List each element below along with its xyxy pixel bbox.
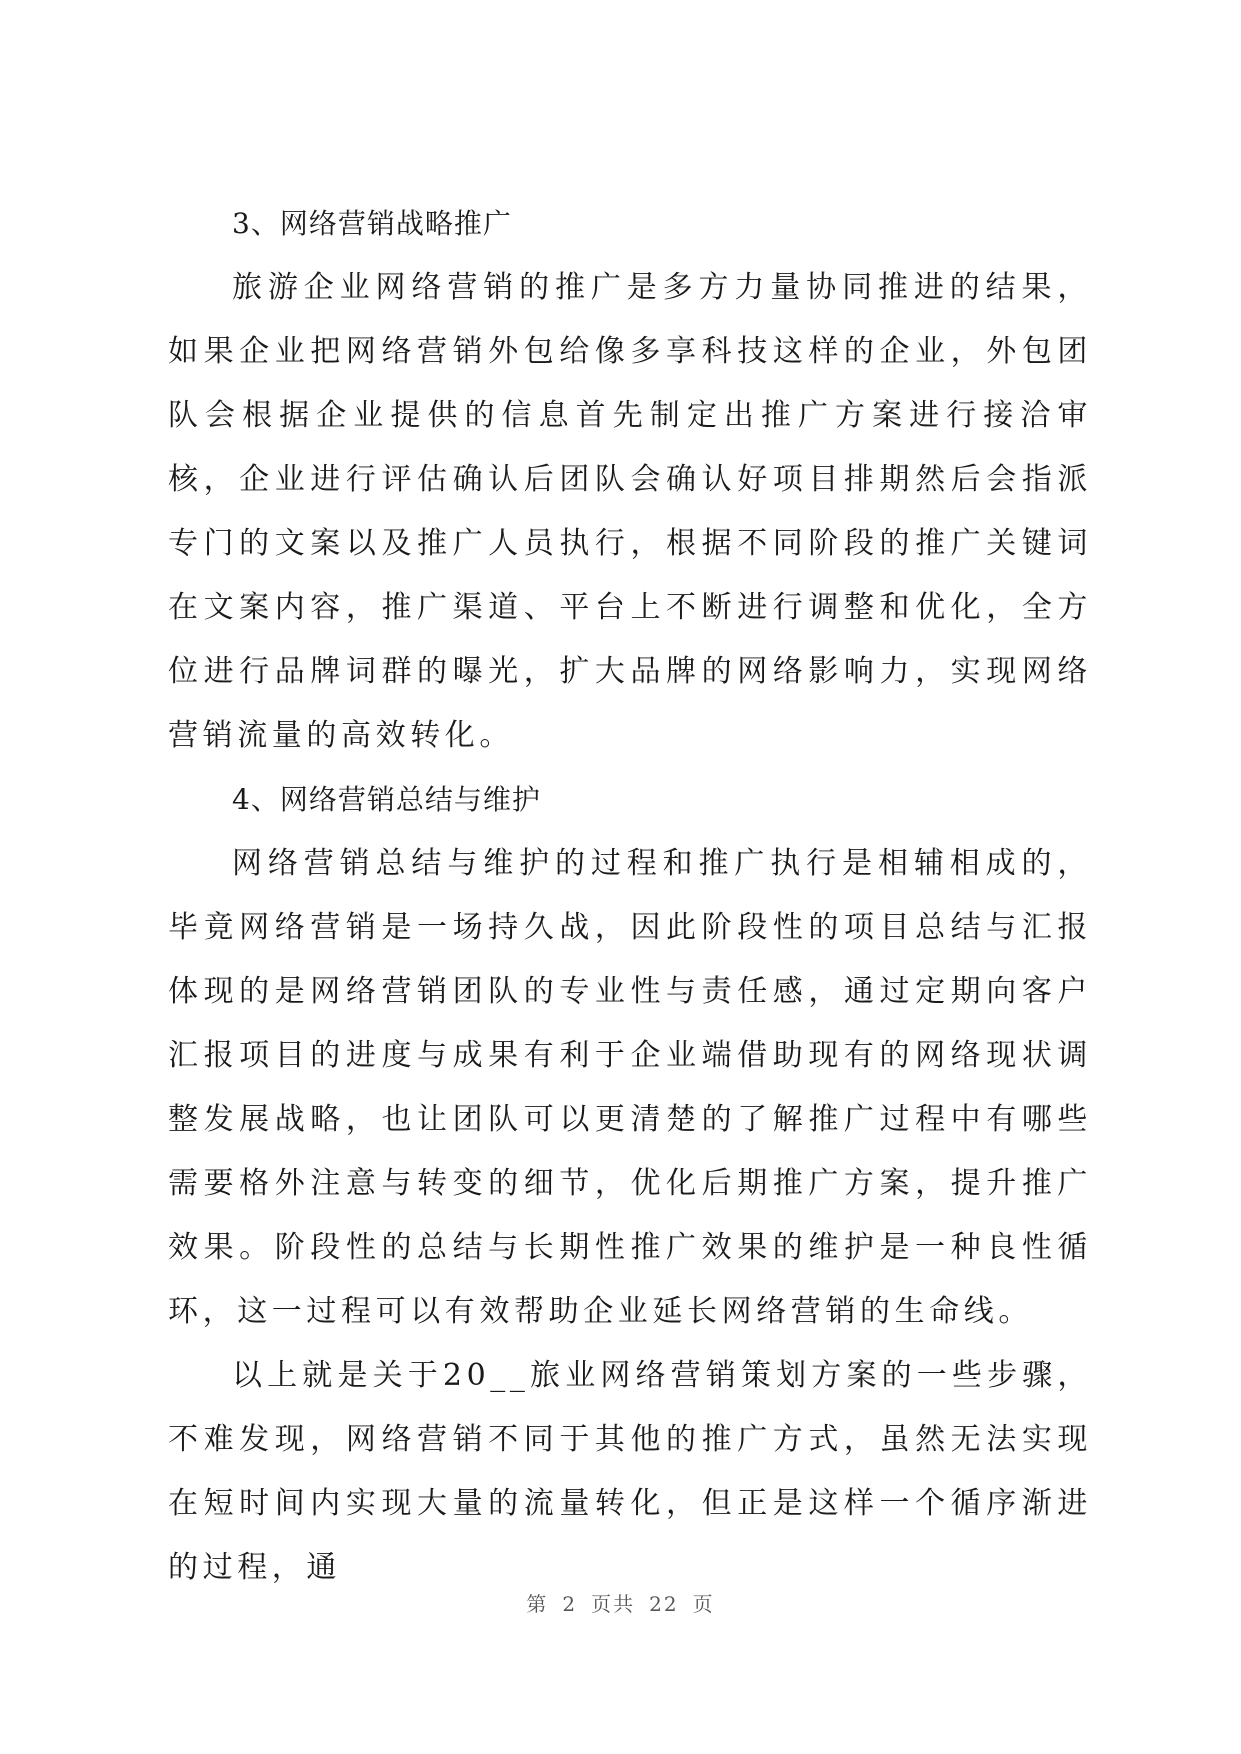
footer-current-page: 2 (562, 1592, 578, 1616)
footer-label-ye: 页 (692, 1592, 715, 1616)
section-paragraph-4: 网络营销总结与维护的过程和推广执行是相辅相成的，毕竟网络营销是一场持久战，因此阶段性的项目总结与汇报体现的是网络营销团队的专业性与责任感，通过定期向客户汇报项目的进度与成果有利于企业端借助现有的网络现状调整发展战略，也让团队可以更清楚的了解推广过程中有哪些需要格外注意与转变的细节，优化后期推广方案，提升推广效果。阶段性的总结与长期性推广效果的维护是一种良性循环，这一过程可以有效帮助企业延长网络营销的生命线。 (168, 846, 1092, 1329)
document-body (168, 207, 1092, 1600)
closing-paragraph: 以上就是关于20__旅业网络营销策划方案的一些步骤，不难发现，网络营销不同于其他的推广方式，虽然无法实现在短时间内实现大量的流量转化，但正是这样一个循序渐进的过程，通 (168, 1358, 1092, 1585)
page-footer (0, 1588, 1241, 1617)
footer-total-pages: 22 (649, 1592, 679, 1616)
section-paragraph-3: 旅游企业网络营销的推广是多方力量协同推进的结果，如果企业把网络营销外包给像多享科技这样的企业，外包团队会根据企业提供的信息首先制定出推广方案进行接洽审核，企业进行评估确认后团队会确认好项目排期然后会指派专门的文案以及推广人员执行，根据不同阶段的推广关键词在文案内容，推广渠道、平台上不断进行调整和优化，全方位进行品牌词群的曝光，扩大品牌的网络影响力，实现网络营销流量的高效转化。 (168, 270, 1092, 753)
section-heading-3: 3、网络营销战略推广 (232, 207, 512, 240)
footer-label-di: 第 (526, 1592, 549, 1616)
footer-label-ye-gong: 页共 (591, 1592, 636, 1616)
section-heading-4: 4、网络营销总结与维护 (232, 783, 541, 816)
